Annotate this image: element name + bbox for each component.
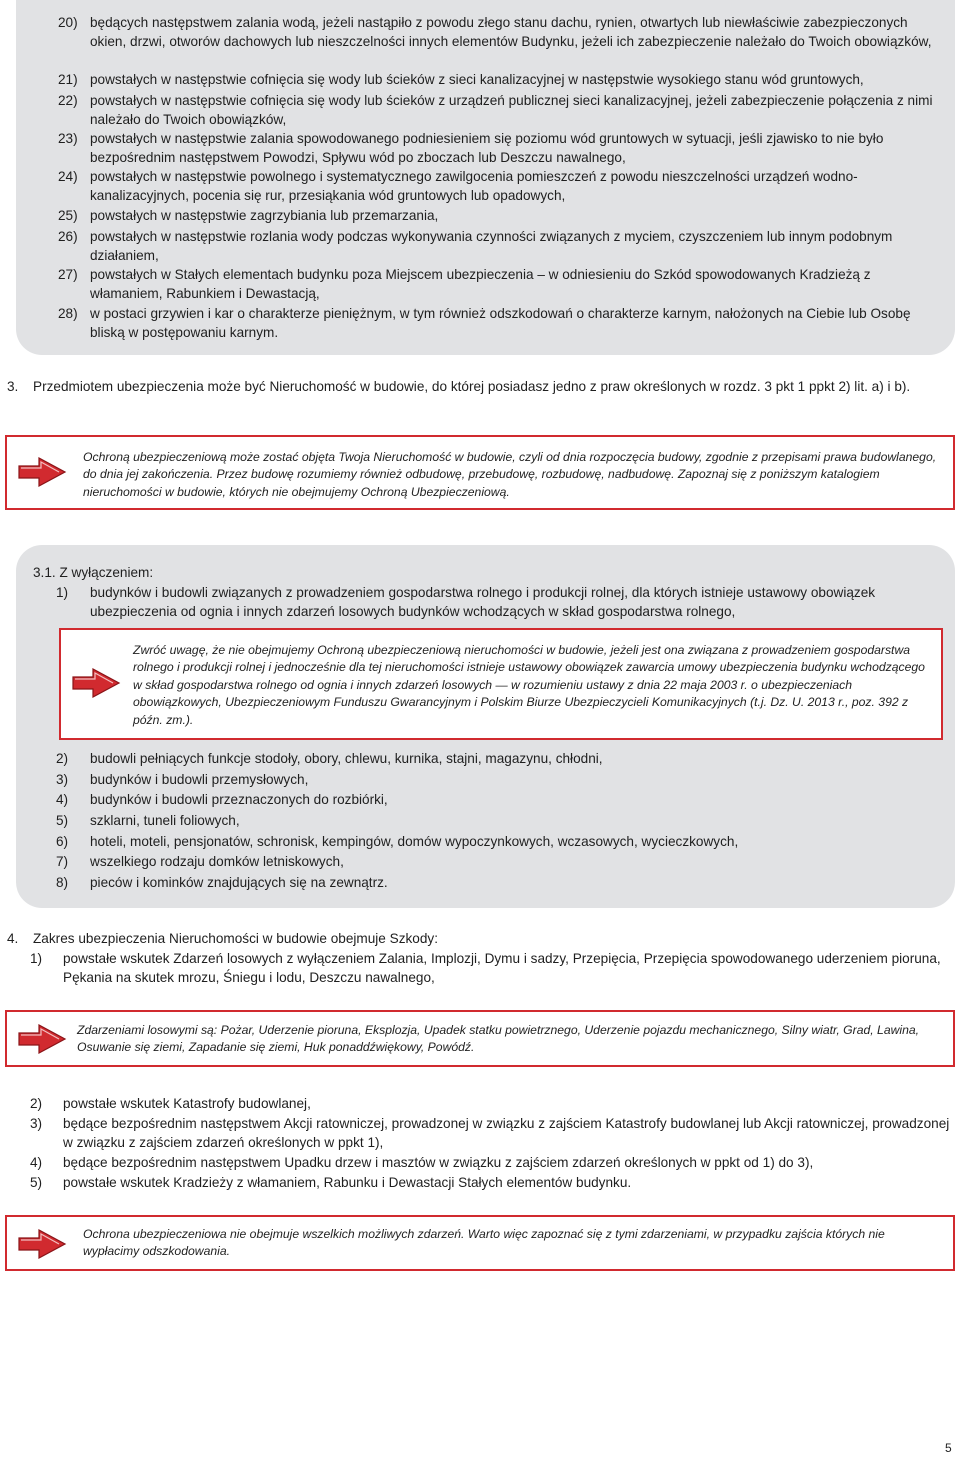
- item-number: 2): [30, 1096, 43, 1111]
- item-text: powstałych w Stałych elementach budynku poza Miejscem ubezpieczenia – w odniesieniu do Szkód spowodowanych Kradzieżą z włamaniem, Rabunkiem i Dewastacją,: [90, 267, 871, 301]
- item-text: budynków i budowli przeznaczonych do rozbiórki,: [90, 792, 388, 807]
- list-item: [58, 70, 940, 89]
- item-text: wszelkiego rodzaju domków letniskowych,: [90, 854, 344, 869]
- list-item: [58, 129, 940, 167]
- item-number: 1): [56, 585, 69, 600]
- list-item: [56, 873, 940, 892]
- hand-pointing-arrow-icon: [71, 666, 123, 705]
- item-number: 22): [58, 93, 78, 108]
- section-3-1-heading: [33, 563, 153, 582]
- list-item: [56, 832, 940, 851]
- item-text: powstałe wskutek Katastrofy budowlanej,: [63, 1096, 311, 1111]
- item-text: powstałych w następstwie cofnięcia się wody lub ścieków z sieci kanalizacyjnej w następstwie wysokiego stanu wód gruntowych,: [90, 72, 864, 87]
- note-text: Zwróć uwagę, że nie obejmujemy Ochroną ubezpieczeniową nieruchomości w budowie, jeżeli jest ona związana z prowadzeniem gospodarstwa rolnego i produkcji rolnej i jednocześnie dla tej nieruchomości istnieje ustawowy obowiązek zawarcia umowy ubezpieczenia budynku wchodzącego w skład gospodarstwa rolnego od ognia i innych zdarzeń losowych — w rozumieniu ustawy z dnia 22 maja 2003 r. o ubezpieczeniach obowiązkowych, Ubezpieczeniowym Funduszu Gwarancyjnym i Polskim Biurze Ubezpieczycieli Komunikacyjnych (t.j. Dz. U. 2013 r., poz. 392 z późn. zm.).: [133, 643, 925, 727]
- list-item: [30, 1094, 956, 1113]
- list-item: [56, 852, 940, 871]
- list-item: [58, 91, 940, 129]
- list-item: [30, 1173, 956, 1192]
- section-number: 3.1.: [33, 565, 56, 580]
- page-number: 5: [945, 1441, 952, 1455]
- info-note: [59, 628, 943, 740]
- item-number: 1): [30, 951, 43, 966]
- hand-pointing-arrow-icon: [17, 455, 69, 494]
- section-3: [7, 377, 955, 396]
- item-text: będących następstwem zalania wodą, jeżeli nastąpiło z powodu złego stanu dachu, rynien, otwartych lub niewłaściwie zabezpieczonych okien, drzwi, otworów dachowych lub nieszczelności innych elementów Budynku, jeżeli ich zabezpieczenie należało do Twoich obowiązków,: [90, 15, 932, 49]
- item-text: pieców i kominków znajdujących się na zewnątrz.: [90, 875, 388, 890]
- list-item: [58, 13, 940, 51]
- item-text: będące bezpośrednim następstwem Akcji ratowniczej, prowadzonej w związku z zajściem Katastrofy budowlanej lub Akcji ratowniczej, prowadzonej w związku z zajściem zdarzeń określonych w ppkt 1),: [63, 1116, 950, 1150]
- item-text: w postaci grzywien i kar o charakterze pieniężnym, w tym również odszkodowań o charakterze karnym, nałożonych na Ciebie lub Osobę bliską w postępowaniu karnym.: [90, 306, 911, 340]
- item-text: będące bezpośrednim następstwem Upadku drzew i masztów w związku z zajściem zdarzeń określonych w ppkt od 1) do 3),: [63, 1155, 814, 1170]
- hand-pointing-arrow-icon: [17, 1227, 69, 1266]
- item-number: 8): [56, 875, 69, 890]
- item-number: 23): [58, 131, 78, 146]
- item-text: powstałych w następstwie cofnięcia się wody lub ścieków z urządzeń publicznej sieci kanalizacyjnej, jeżeli zabezpieczenie połączenia z nimi należało do Twoich obowiązków,: [90, 93, 933, 127]
- item-number: 6): [56, 834, 69, 849]
- note-text: Zdarzeniami losowymi są: Pożar, Uderzenie pioruna, Eksplozja, Upadek statku powietrznego, Uderzenie pojazdu mechanicznego, Silny wiatr, Grad, Lawina, Osuwanie się ziemi, Zapadanie się ziemi, Huk ponaddźwiękowy, Powódź.: [77, 1023, 920, 1055]
- section-number: 3.: [7, 379, 19, 394]
- item-text: powstałych w następstwie powolnego i systematycznego zawilgocenia pomieszczeń z powodu nieszczelności urządzeń wodno-kanalizacyjnych, pocenia się rur, przesiąkania wód gruntowych lub opadowych,: [90, 169, 858, 203]
- info-note: [5, 1010, 955, 1067]
- item-number: 5): [56, 813, 69, 828]
- section-number: 4.: [7, 931, 19, 946]
- list-item: [56, 770, 940, 789]
- item-number: 20): [58, 15, 78, 30]
- list-item: [30, 1153, 956, 1172]
- list-item: [30, 1114, 956, 1152]
- list-item: [56, 790, 940, 809]
- list-item: [58, 265, 940, 303]
- list-item: [56, 811, 940, 830]
- item-text: powstałych w następstwie rozlania wody podczas wykonywania czynności związanych z myciem, czyszczeniem lub innym podobnym działaniem,: [90, 229, 893, 263]
- list-item: [58, 167, 940, 205]
- list-item: [58, 227, 940, 265]
- section-text: Przedmiotem ubezpieczenia może być Nieruchomość w budowie, do której posiadasz jedno z praw określonych w rozdz. 3 pkt 1 ppkt 2) lit. a) i b).: [33, 379, 911, 394]
- item-number: 5): [30, 1175, 43, 1190]
- item-number: 4): [56, 792, 69, 807]
- list-item: [30, 949, 956, 987]
- item-text: budowli pełniących funkcje stodoły, obory, chlewu, kurnika, stajni, magazynu, chłodni,: [90, 751, 603, 766]
- item-text: budynków i budowli związanych z prowadzeniem gospodarstwa rolnego i produkcji rolnej, dla których istnieje ustawowy obowiązek ubezpieczenia od ognia i innych zdarzeń losowych budynków wchodzących w skład gospodarstwa rolnego,: [90, 585, 876, 619]
- section-text: Zakres ubezpieczenia Nieruchomości w budowie obejmuje Szkody:: [33, 931, 438, 946]
- section-title: Z wyłączeniem:: [59, 565, 154, 580]
- item-number: 3): [30, 1116, 43, 1131]
- info-note: [5, 1215, 955, 1271]
- list-item: [58, 304, 940, 342]
- item-text: powstałych w następstwie zalania spowodowanego podniesieniem się poziomu wód gruntowych w sytuacji, jeśli zjawisko to nie było bezpośrednim następstwem Powodzi, Spływu wód po zboczach lub Deszczu nawalnego,: [90, 131, 884, 165]
- item-text: szklarni, tuneli foliowych,: [90, 813, 240, 828]
- item-text: hoteli, moteli, pensjonatów, schronisk, kempingów, domów wypoczynkowych, wczasowych, wycieczkowych,: [90, 834, 739, 849]
- list-item: [56, 583, 940, 621]
- list-item: [58, 206, 940, 225]
- item-number: 21): [58, 72, 78, 87]
- item-number: 24): [58, 169, 78, 184]
- info-note: [5, 435, 955, 510]
- note-text: Ochrona ubezpieczeniowa nie obejmuje wszelkich możliwych zdarzeń. Warto więc zapoznać się z tymi zdarzeniami, w przypadku zajścia których nie wypłacimy odszkodowania.: [83, 1227, 885, 1259]
- item-number: 2): [56, 751, 69, 766]
- item-number: 28): [58, 306, 78, 321]
- list-item: [56, 749, 940, 768]
- note-text: Ochroną ubezpieczeniową może zostać objęta Twoja Nieruchomość w budowie, czyli od dnia rozpoczęcia budowy, zgodnie z przepisami prawa budowlanego, do dnia jej zakończenia. Przez budowę rozumiemy również odbudowę, przebudowę, rozbudowę, nadbudowę. Zapoznaj się z poniższym katalogiem nieruchomości w budowie, których nie obejmujemy Ochroną Ubezpieczeniową.: [83, 450, 937, 499]
- item-number: 7): [56, 854, 69, 869]
- item-number: 4): [30, 1155, 43, 1170]
- item-text: powstałych w następstwie zagrzybiania lub przemarzania,: [90, 208, 439, 223]
- item-number: 3): [56, 772, 69, 787]
- item-text: powstałe wskutek Kradzieży z włamaniem, Rabunku i Dewastacji Stałych elementów budynku.: [63, 1175, 632, 1190]
- item-number: 27): [58, 267, 78, 282]
- item-text: budynków i budowli przemysłowych,: [90, 772, 309, 787]
- item-number: 25): [58, 208, 78, 223]
- hand-pointing-arrow-icon: [17, 1022, 69, 1061]
- section-4: [7, 929, 955, 948]
- item-number: 26): [58, 229, 78, 244]
- item-text: powstałe wskutek Zdarzeń losowych z wyłączeniem Zalania, Implozji, Dymu i sadzy, Przepięcia, Przepięcia spowodowanego uderzeniem pioruna, Pękania na skutek mrozu, Śniegu i lodu, Deszczu nawalnego,: [63, 951, 941, 985]
